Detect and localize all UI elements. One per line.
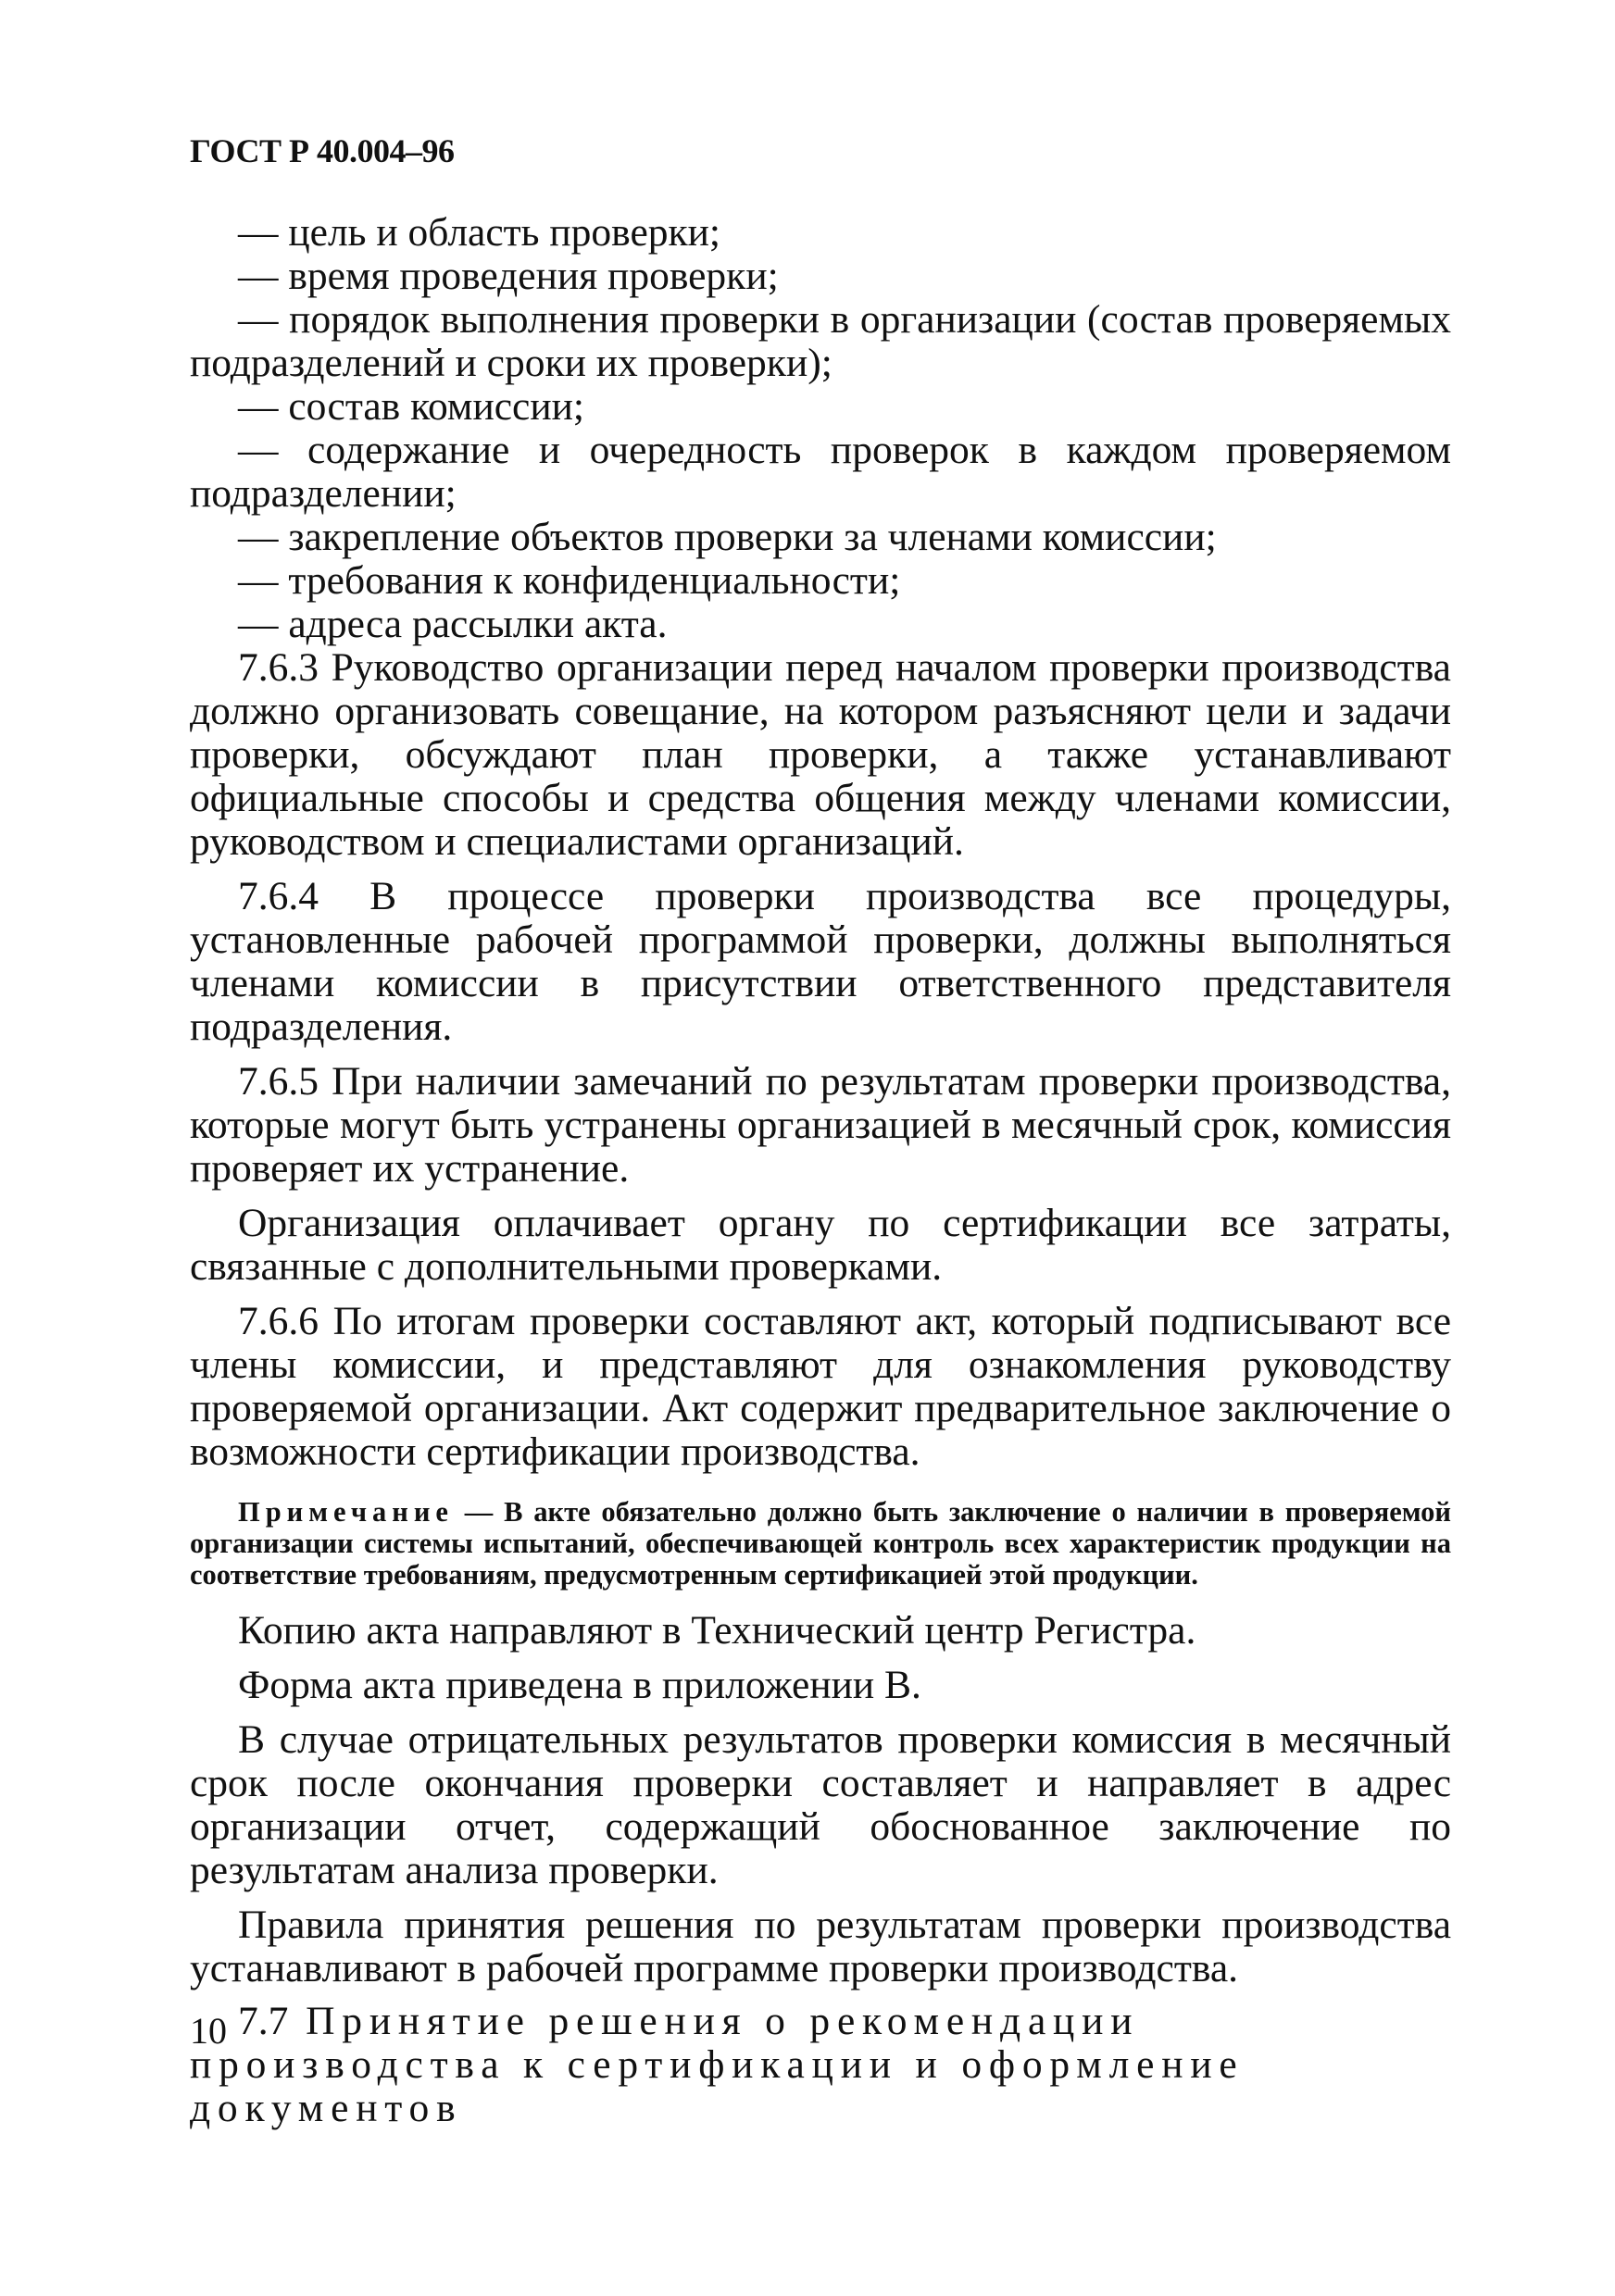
section-heading [190,2000,1451,2130]
paragraph-form: Форма акта приведена в приложении В. [238,1663,921,1707]
list-item: — цель и область проверки; [238,210,721,255]
list-item: — адреса рассылки акта. [238,602,668,646]
note [190,1496,1451,1591]
paragraph-7-6-5: 7.6.5 При наличии замечаний по результатам проверки производства, которые могут быть устранены организацией в месячный срок, комиссия проверяет их устранение. [190,1059,1451,1191]
paragraph-7-6-3: 7.6.3 Руководство организации перед началом проверки производства должно организовать совещание, на котором разъясняют цели и задачи проверки, обсуждают план проверки, а также устанавливают официальные способы и средства общения между членами комиссии, руководством и специалистами организаций. [190,645,1451,864]
paragraph-negative: В случае отрицательных результатов проверки комиссия в месячный срок после окончания проверки составляет и направляет в адрес организации отчет, содержащий обоснованное заключение по результатам анализа проверки. [190,1717,1451,1892]
paragraph-payment: Организация оплачивает органу по сертификации все затраты, связанные с дополнительными проверками. [190,1201,1451,1289]
note-text: — В акте обязательно должно быть заключение о наличии в проверяемой организации системы испытаний, обеспечивающей контроль всех характеристик продукции на соответствие требованиям, предусмотренным сертификацией этой продукции. [190,1496,1451,1591]
section-number: 7.7 [238,1999,289,2043]
paragraph-7-6-6: 7.6.6 По итогам проверки составляют акт, который подписывают все члены комиссии, и представляют для ознакомления руководству проверяемой организации. Акт содержит предварительное заключение о возможности сертификации производства. [190,1299,1451,1474]
page-number: 10 [190,2010,227,2052]
note-label: Примечание [238,1496,454,1528]
document-header: ГОСТ Р 40.004–96 [190,132,455,169]
list-item: — порядок выполнения проверки в организации (состав проверяемых подразделений и сроки их проверки); [190,297,1451,385]
list-item: — время проведения проверки; [238,254,779,298]
paragraph-7-6-4: 7.6.4 В процессе проверки производства все процедуры, установленные рабочей программой проверки, должны выполняться членами комиссии в присутствии ответственного представителя подразделения. [190,874,1451,1049]
paragraph-copy: Копию акта направляют в Технический центр Регистра. [238,1608,1196,1653]
section-title: Принятие решения о рекомендации производства к сертификации и оформление документов [190,1999,1245,2130]
list-item: — состав комиссии; [238,384,584,429]
paragraph-rules: Правила принятия решения по результатам проверки производства устанавливают в рабочей программе проверки производства. [190,1903,1451,1990]
list-item: — закрепление объектов проверки за членами комиссии; [238,515,1217,559]
list-item: — требования к конфиденциальности; [238,558,901,603]
document-body [190,211,1451,2130]
list-item: — содержание и очередность проверок в каждом проверяемом подразделении; [190,428,1451,516]
